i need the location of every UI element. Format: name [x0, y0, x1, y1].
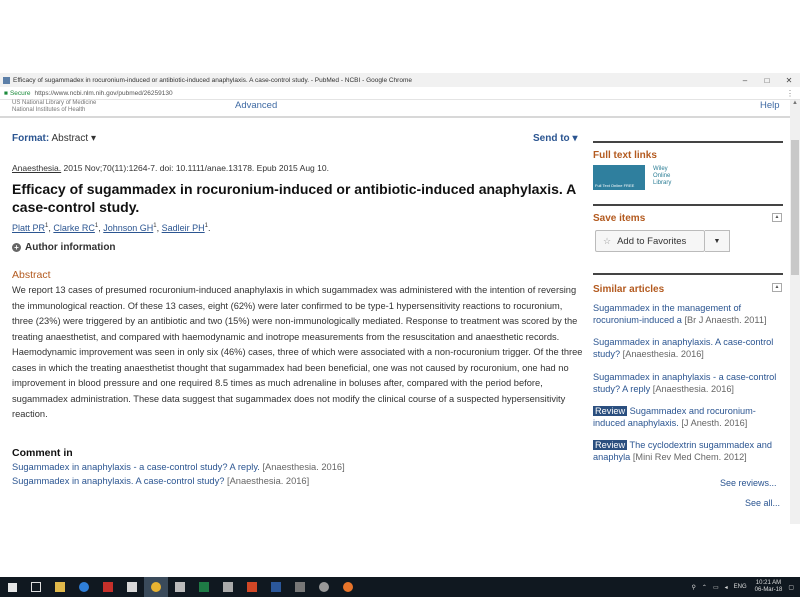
url-text[interactable]: https://www.ncbi.nlm.nih.gov/pubmed/26259130 — [34, 89, 173, 97]
author-sep: , — [98, 223, 104, 233]
similar-article-title[interactable]: Sugammadex in the management of rocuronium-induced a — [593, 303, 742, 325]
scroll-up-icon[interactable]: ▲ — [792, 100, 798, 106]
wiley-line: Online — [653, 173, 671, 179]
window-title-bar — [0, 73, 800, 87]
firefox-icon[interactable] — [336, 577, 360, 597]
similar-article-link[interactable] — [593, 336, 785, 360]
nlm-logo[interactable] — [12, 100, 96, 114]
edge-browser-icon[interactable] — [72, 577, 96, 597]
windows-taskbar — [0, 577, 800, 597]
wiley-line: Wiley — [653, 166, 668, 172]
windows-start-icon[interactable] — [0, 577, 24, 597]
format-value[interactable]: Abstract — [51, 133, 89, 144]
author-sep: , — [48, 223, 54, 233]
powerpoint-icon[interactable] — [240, 577, 264, 597]
similar-article-title[interactable]: The cyclodextrin sugammadex and anaphyla — [593, 440, 772, 462]
task-view-icon[interactable] — [24, 577, 48, 597]
abstract-heading: Abstract — [12, 269, 51, 281]
author-link[interactable]: Johnson GH — [103, 223, 154, 233]
page-scrollbar[interactable] — [790, 100, 800, 524]
similar-article-source: [Mini Rev Med Chem. 2012] — [632, 452, 747, 462]
word-icon[interactable] — [264, 577, 288, 597]
wiley-online-library-logo[interactable] — [653, 166, 693, 187]
see-all-link[interactable]: See all... — [745, 498, 781, 508]
add-to-favorites-button[interactable] — [595, 230, 705, 252]
help-link[interactable]: Help — [760, 100, 780, 111]
window-title: Efficacy of sugammadex in rocuronium-induced or antibiotic-induced anaphylaxis. A case-control study. - PubMed - NCBI - Google Chrome — [13, 76, 412, 84]
review-badge: Review — [595, 406, 626, 416]
article-title: Efficacy of sugammadex in rocuronium-induced or antibiotic-induced anaphylaxis. A case-control study. — [12, 181, 576, 215]
settings-gear-icon[interactable] — [312, 577, 336, 597]
collapse-icon[interactable]: ▲ — [772, 283, 782, 292]
notifications-icon[interactable]: ▢ — [788, 584, 794, 591]
author-affil: 1 — [94, 223, 99, 229]
author-list — [12, 223, 211, 233]
format-selector[interactable] — [12, 133, 96, 144]
author-link[interactable]: Clarke RC — [53, 223, 95, 233]
network-icon[interactable]: ▭ — [712, 584, 719, 591]
similar-article-source: [Anaesthesia. 2016] — [622, 349, 704, 359]
similar-article-title[interactable]: Sugammadex and rocuronium-induced anaphylaxis. — [593, 406, 756, 428]
author-sep: . — [208, 223, 211, 233]
similar-articles-heading: Similar articles — [593, 284, 665, 295]
similar-article-link[interactable] — [593, 371, 785, 395]
full-text-links-heading: Full text links — [593, 150, 657, 161]
maximize-button[interactable]: □ — [764, 75, 770, 85]
media-app-icon[interactable] — [168, 577, 192, 597]
comment-title[interactable]: Sugammadex in anaphylaxis - a case-control study? A reply. — [12, 462, 260, 472]
language-indicator[interactable]: ENG — [733, 584, 747, 590]
author-link[interactable]: Sadleir PH — [161, 223, 205, 233]
author-information-label[interactable]: Author information — [25, 242, 116, 253]
favorites-dropdown-button[interactable]: ▼ — [705, 230, 730, 252]
citation — [12, 163, 329, 173]
browser-menu-icon[interactable]: ⋮ — [786, 88, 794, 98]
similar-article-title[interactable]: Sugammadex in anaphylaxis. A case-control study? — [593, 337, 774, 359]
sidebar-divider — [593, 204, 783, 206]
citation-details: 2015 Nov;70(11):1264-7. doi: 10.1111/anae.13178. Epub 2015 Aug 10. — [61, 163, 329, 173]
abstract-text: We report 13 cases of presumed rocuronium-induced anaphylaxis in which sugammadex was administered with the intention of reversing the immunological reaction. Of these 13 cases, eight (62%) were later confirmed to be type-1 hypersensitivity reactions to rocuronium, three (23%) were triggered by an antibiotic and two (15%) were non-immunologically mediated. Response to treatment was scored by the treating anaesthetist, and compared with haemodynamic and inotrope measurements from the resuscitation and anaesthetic records. Haemodynamic improvement was seen in only six (46%) cases, three of which were associated with a non-rocuronium trigger. Of the three cases in which the treating anaesthetist thought that sugammadex had been beneficial, one was not caused by rocuronium, one had no improvement in blood pressure and one required 8.5 times as much adrenaline in boluses after, compared with the period before, sugammadex administration. These data suggest that sugammadex does not modify the clinical course of a suspected hypersensitivity reaction. — [12, 285, 583, 419]
see-reviews-link[interactable]: See reviews... — [720, 478, 777, 488]
minimize-button[interactable]: – — [742, 75, 748, 85]
comment-source: [Anaesthesia. 2016] — [227, 476, 310, 486]
full-text-online-badge[interactable] — [593, 165, 645, 190]
system-tray — [686, 577, 795, 597]
comment-in-heading: Comment in — [12, 447, 73, 459]
sidebar-divider — [593, 141, 783, 143]
badge-label: Full Text Online FREE — [595, 183, 635, 188]
similar-article-title[interactable]: Sugammadex in anaphylaxis - a case-control study? A reply — [593, 372, 777, 394]
address-bar[interactable] — [0, 87, 800, 100]
similar-article-source: [Br J Anaesth. 2011] — [684, 315, 767, 325]
chevron-up-icon[interactable]: ⌃ — [701, 584, 707, 591]
calculator-icon[interactable] — [288, 577, 312, 597]
save-items-heading: Save items — [593, 213, 646, 224]
lock-icon: ■ — [4, 89, 8, 97]
review-badge: Review — [595, 440, 626, 450]
author-affil: 1 — [204, 223, 209, 229]
excel-icon[interactable] — [192, 577, 216, 597]
org-line2: National Institutes of Health — [12, 107, 86, 113]
advanced-search-link[interactable]: Advanced — [235, 100, 278, 111]
clock-time: 10:21 AM — [755, 580, 782, 586]
org-line1: US National Library of Medicine — [12, 100, 97, 106]
browser-screen — [0, 73, 800, 593]
author-affil: 1 — [153, 223, 157, 229]
favicon-icon — [3, 77, 10, 84]
similar-article-link[interactable] — [593, 405, 785, 429]
journal-link[interactable]: Anaesthesia. — [12, 163, 62, 173]
comment-link[interactable] — [12, 476, 309, 486]
header-divider — [0, 116, 790, 118]
file-explorer-icon[interactable] — [48, 577, 72, 597]
comment-link[interactable] — [12, 462, 345, 472]
similar-article-source: [J Anesth. 2016] — [681, 418, 748, 428]
add-to-favorites-label: Add to Favorites — [617, 235, 687, 247]
comment-title[interactable]: Sugammadex in anaphylaxis. A case-control study? — [12, 476, 225, 486]
people-icon[interactable]: ⚲ — [691, 584, 696, 591]
send-to-button[interactable]: Send to ▾ — [533, 133, 578, 144]
volume-icon[interactable]: ◂ — [724, 584, 728, 591]
clock-date: 06-Mar-18 — [754, 587, 783, 593]
author-link[interactable]: Platt PR — [12, 223, 46, 233]
chrome-icon[interactable] — [144, 577, 168, 597]
photos-icon[interactable] — [216, 577, 240, 597]
author-sep: , — [156, 223, 162, 233]
store-icon[interactable] — [120, 577, 144, 597]
secure-label: Secure — [9, 89, 31, 97]
chevron-down-icon[interactable]: ▾ — [90, 133, 96, 144]
author-information-toggle[interactable] — [12, 242, 116, 253]
collapse-icon[interactable]: ▲ — [772, 213, 782, 222]
format-label: Format: — [12, 133, 50, 144]
comment-source: [Anaesthesia. 2016] — [262, 462, 345, 472]
wiley-line: Library — [653, 180, 672, 186]
ncbi-header — [0, 100, 790, 114]
clock[interactable] — [755, 580, 783, 594]
acrobat-icon[interactable] — [96, 577, 120, 597]
similar-article-link[interactable] — [593, 439, 785, 463]
star-icon: ☆ — [603, 235, 612, 246]
similar-article-link[interactable] — [593, 302, 785, 326]
close-button[interactable]: ✕ — [785, 75, 793, 85]
expand-plus-icon[interactable]: + — [12, 243, 21, 252]
author-affil: 1 — [45, 223, 49, 229]
sidebar-divider — [593, 273, 783, 275]
similar-article-source: [Anaesthesia. 2016] — [652, 384, 734, 394]
scroll-thumb[interactable] — [791, 140, 799, 275]
